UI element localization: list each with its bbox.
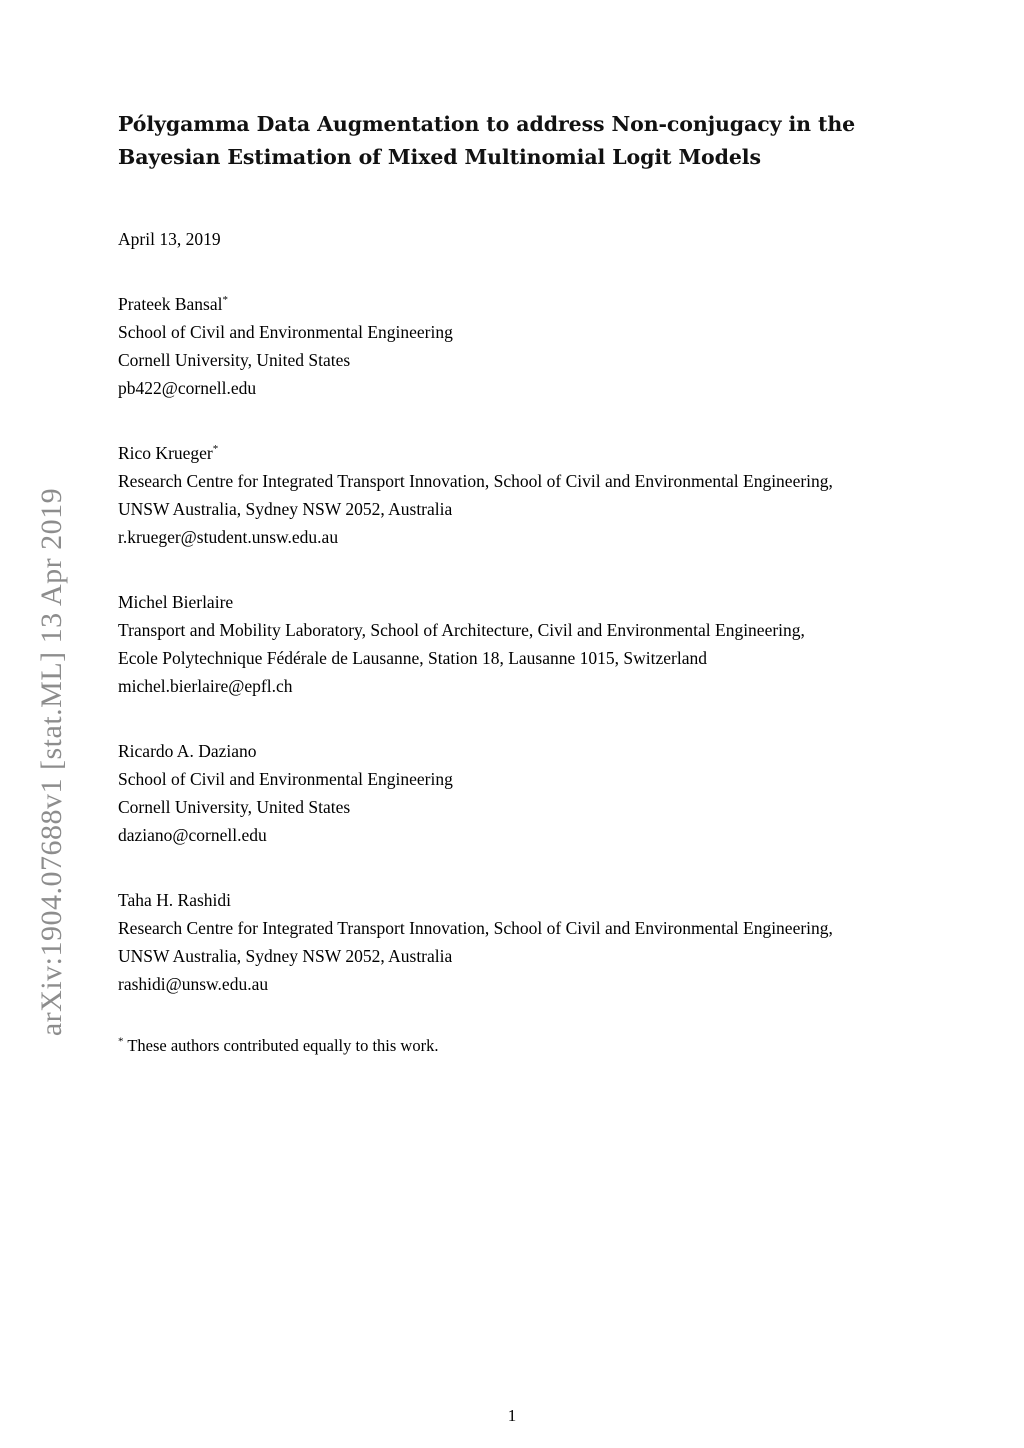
author-block xyxy=(118,439,918,551)
author-affiliation: Research Centre for Integrated Transport Innovation, School of Civil and Environmental Engineering, xyxy=(118,918,833,939)
author-affiliation: Cornell University, United States xyxy=(118,350,351,371)
author-email: pb422@cornell.edu xyxy=(118,378,257,399)
author-name xyxy=(118,290,918,318)
author-affiliation: School of Civil and Environmental Engineering xyxy=(118,769,453,790)
author-name-text: Rico Krueger xyxy=(118,443,213,464)
author-name xyxy=(118,886,918,914)
author-email: michel.bierlaire@epfl.ch xyxy=(118,676,293,697)
author-block xyxy=(118,290,918,402)
page-title: Pólygamma Data Augmentation to address Non-conjugacy in the Bayesian Estimation of Mixed Multinomial Logit Models xyxy=(118,112,856,170)
author-footnote-marker: * xyxy=(222,294,228,307)
footnote-text: These authors contributed equally to this work. xyxy=(127,1036,439,1056)
author-affiliation: Research Centre for Integrated Transport Innovation, School of Civil and Environmental Engineering, xyxy=(118,471,833,492)
author-affiliation: Transport and Mobility Laboratory, School of Architecture, Civil and Environmental Engineering, xyxy=(118,620,805,641)
author-email: daziano@cornell.edu xyxy=(118,825,267,846)
author-affiliation: Ecole Polytechnique Fédérale de Lausanne, Station 18, Lausanne 1015, Switzerland xyxy=(118,648,707,669)
author-block xyxy=(118,588,918,700)
author-block xyxy=(118,737,918,849)
author-affiliation: Cornell University, United States xyxy=(118,797,351,818)
author-block xyxy=(118,886,918,998)
author-affiliation: UNSW Australia, Sydney NSW 2052, Australia xyxy=(118,499,453,520)
author-name-text: Ricardo A. Daziano xyxy=(118,741,257,762)
paper-front-matter xyxy=(118,108,918,1059)
arxiv-identifier-stamp: arXiv:1904.07688v1 [stat.ML] 13 Apr 2019 xyxy=(35,487,68,1037)
footnote xyxy=(118,1034,918,1059)
author-name xyxy=(118,737,918,765)
author-name xyxy=(118,439,918,467)
page-number: 1 xyxy=(507,1406,517,1425)
footnote-marker: * xyxy=(118,1035,124,1048)
author-affiliation: UNSW Australia, Sydney NSW 2052, Australia xyxy=(118,946,453,967)
publication-date: April 13, 2019 xyxy=(118,229,221,250)
author-affiliation: School of Civil and Environmental Engineering xyxy=(118,322,453,343)
author-name xyxy=(118,588,918,616)
author-footnote-marker: * xyxy=(212,443,219,456)
author-email: r.krueger@student.unsw.edu.au xyxy=(118,527,339,548)
author-name-text: Michel Bierlaire xyxy=(118,592,234,613)
author-name-text: Taha H. Rashidi xyxy=(118,890,231,911)
author-name-text: Prateek Bansal xyxy=(118,294,223,315)
author-email: rashidi@unsw.edu.au xyxy=(118,974,269,995)
